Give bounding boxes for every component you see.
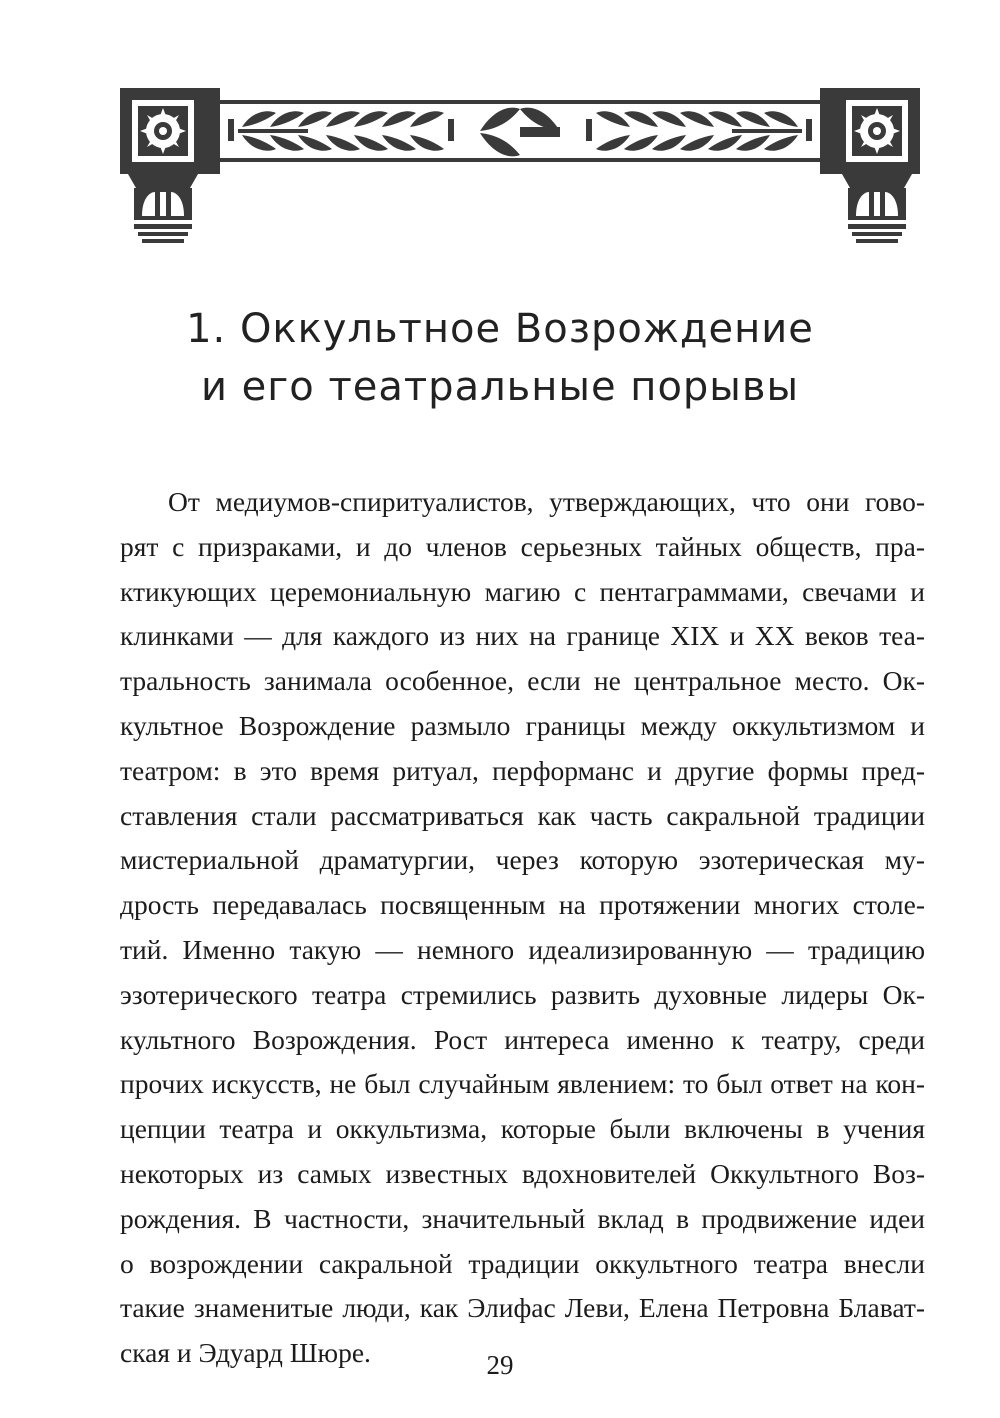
art-nouveau-ornament-icon bbox=[120, 88, 920, 248]
text-line: рождения. В частности, значительный вклад в продвижение идеи bbox=[120, 1202, 925, 1234]
header-ornament bbox=[120, 88, 920, 248]
text-line: рят с призраками, и до членов серьезных тайных обществ, пра- bbox=[120, 530, 925, 562]
text-line: эзотерического театра стремились развить духовные лидеры Ок- bbox=[120, 978, 925, 1010]
text-line: тий. Именно такую — немного идеализированную — традицию bbox=[120, 933, 925, 965]
text-line: некоторых из самых известных вдохновителей Оккультного Воз- bbox=[120, 1157, 925, 1189]
text-line-last: ская и Эдуард Шюре. bbox=[120, 1337, 371, 1369]
text-line: ставления стали рассматриваться как часть сакральной традиции bbox=[120, 799, 925, 831]
text-line: тральность занимала особенное, если не центральное место. Ок- bbox=[120, 665, 925, 697]
text-line: культного Возрождения. Рост интереса именно к театру, среди bbox=[120, 1023, 925, 1055]
text-line: дрость передавалась посвященным на протяжении многих столе- bbox=[120, 889, 925, 921]
text-line: театром: в это время ритуал, перформанс и другие формы пред- bbox=[120, 754, 925, 786]
chapter-title-line-1: 1. Оккультное Возрождение bbox=[186, 306, 814, 352]
page-number: 29 bbox=[486, 1350, 514, 1380]
text-line: цепции театра и оккультизма, которые были включены в учения bbox=[120, 1113, 925, 1145]
text-line: культное Возрождение размыло границы между оккультизмом и bbox=[120, 709, 925, 741]
text-line: такие знаменитые люди, как Элифас Леви, Елена Петровна Блават- bbox=[120, 1292, 925, 1324]
chapter-title-line-2: и его театральные порывы bbox=[200, 364, 800, 410]
text-line: От медиумов-спиритуалистов, утверждающих, что они гово- bbox=[168, 486, 925, 517]
chapter-title bbox=[0, 300, 1000, 416]
text-line: прочих искусств, не был случайным явлением: то был ответ на кон- bbox=[120, 1068, 925, 1100]
text-line: мистериальной драматургии, через которую эзотерическая му- bbox=[120, 844, 925, 876]
body-paragraph bbox=[120, 480, 925, 1376]
text-line: ктикующих церемониальную магию с пентаграммами, свечами и bbox=[120, 575, 925, 607]
text-line: о возрождении сакральной традиции оккультного театра внесли bbox=[120, 1247, 925, 1279]
text-line: клинками — для каждого из них на границе XIX и XX веков теа- bbox=[120, 620, 925, 652]
